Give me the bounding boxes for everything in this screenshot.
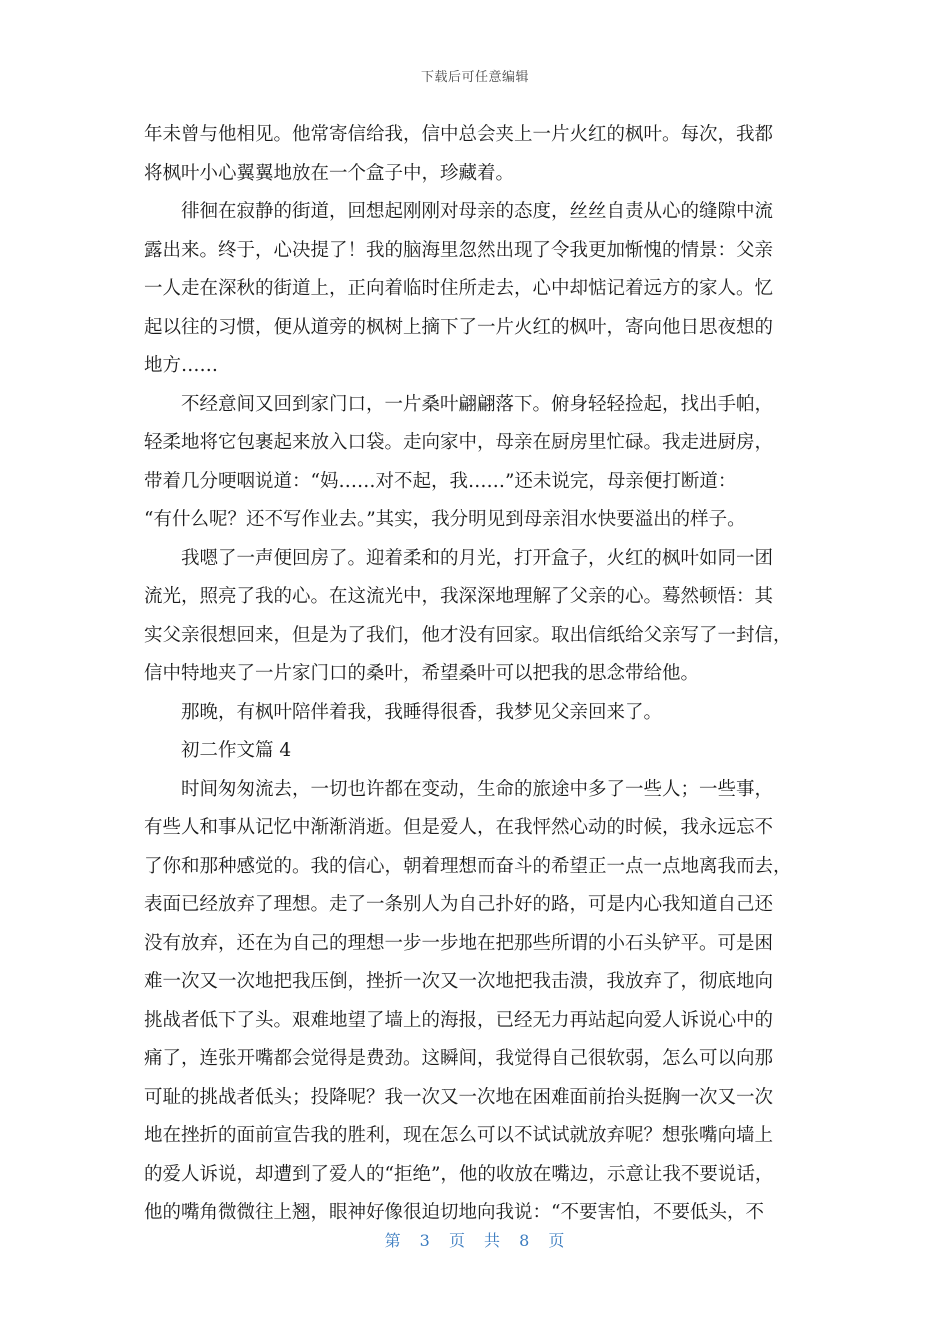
text-line: 地方…… (144, 355, 219, 376)
text-line: 起以往的习惯，便从道旁的枫树上摘下了一片火红的枫叶，寄向他日思夜想的 (144, 316, 774, 338)
document-body (144, 116, 810, 1233)
text-line: 他的嘴角微微往上翘，眼神好像很迫切地向我说：“不要害怕，不要低头，不 (144, 1202, 764, 1223)
text-line: 将枫叶小心翼翼地放在一个盒子中，珍藏着。 (144, 162, 515, 184)
text-line: 实父亲很想回来，但是为了我们，他才没有回家。取出信纸给父亲写了一封信， (144, 624, 792, 646)
text-line: 挑战者低下了头。艰难地望了墙上的海报，已经无力再站起向爱人诉说心中的 (144, 1009, 774, 1031)
page-header: 下载后可任意编辑 (420, 70, 529, 85)
text-line: 难一次又一次地把我压倒，挫折一次又一次地把我击溃，我放弃了，彻底地向 (144, 971, 774, 992)
text-line: 可耻的挑战者低头；投降呢？我一次又一次地在困难面前抬头挺胸一次又一次 (144, 1086, 774, 1108)
text-line: 地在挫折的面前宣告我的胜利，现在怎么可以不试试就放弃呢？想张嘴向墙上 (144, 1125, 774, 1146)
text-line: 初二作文篇 4 (181, 740, 292, 761)
text-line: 年未曾与他相见。他常寄信给我，信中总会夹上一片火红的枫叶。每次，我都 (144, 124, 774, 145)
text-line: 我嗯了一声便回房了。迎着柔和的月光，打开盒子，火红的枫叶如同一团 (181, 547, 774, 569)
text-line: 信中特地夹了一片家门口的桑叶，希望桑叶可以把我的思念带给他。 (144, 663, 700, 684)
text-line: 带着几分哽咽说道：“妈……对不起，我……”还未说完，母亲便打断道： (144, 470, 737, 492)
text-line: 露出来。终于，心决提了！我的脑海里忽然出现了令我更加惭愧的情景：父亲 (144, 239, 774, 261)
text-line: 时间匆匆流去，一切也许都在变动，生命的旅途中多了一些人；一些事， (181, 778, 774, 800)
text-line: “有什么呢？还不写作业去。”其实，我分明见到母亲泪水快要溢出的样子。 (144, 509, 746, 530)
text-line: 的爱人诉说，却遭到了爱人的“拒绝”，他的收放在嘴边，示意让我不要说话， (144, 1163, 774, 1185)
text-line: 轻柔地将它包裹起来放入口袋。走向家中，母亲在厨房里忙碌。我走进厨房， (144, 432, 774, 453)
text-line: 一人走在深秋的街道上，正向着临时住所走去，心中却惦记着远方的家人。忆 (144, 278, 774, 299)
text-line: 痛了，连张开嘴都会觉得是费劲。这瞬间，我觉得自己很软弱，怎么可以向那 (144, 1048, 774, 1069)
text-line: 没有放弃，还在为自己的理想一步一步地在把那些所谓的小石头铲平。可是困 (144, 932, 774, 954)
text-line: 徘徊在寂静的街道，回想起刚刚对母亲的态度，丝丝自责从心的缝隙中流 (181, 201, 774, 222)
text-line: 流光，照亮了我的心。在这流光中，我深深地理解了父亲的心。蓦然顿悟：其 (144, 586, 774, 607)
text-line: 那晚，有枫叶陪伴着我，我睡得很香，我梦见父亲回来了。 (181, 701, 663, 723)
text-line: 有些人和事从记忆中渐渐消逝。但是爱人，在我怦然心动的时候，我永远忘不 (144, 817, 774, 838)
text-line: 了你和那种感觉的。我的信心，朝着理想而奋斗的希望正一点一点地离我而去， (144, 855, 792, 877)
text-line: 表面已经放弃了理想。走了一条别人为自己扑好的路，可是内心我知道自己还 (144, 894, 774, 915)
page-number-footer: 第 3 页 共 8 页 (384, 1231, 566, 1250)
text-line: 不经意间又回到家门口，一片桑叶翩翩落下。俯身轻轻捡起，找出手帕， (181, 393, 774, 415)
